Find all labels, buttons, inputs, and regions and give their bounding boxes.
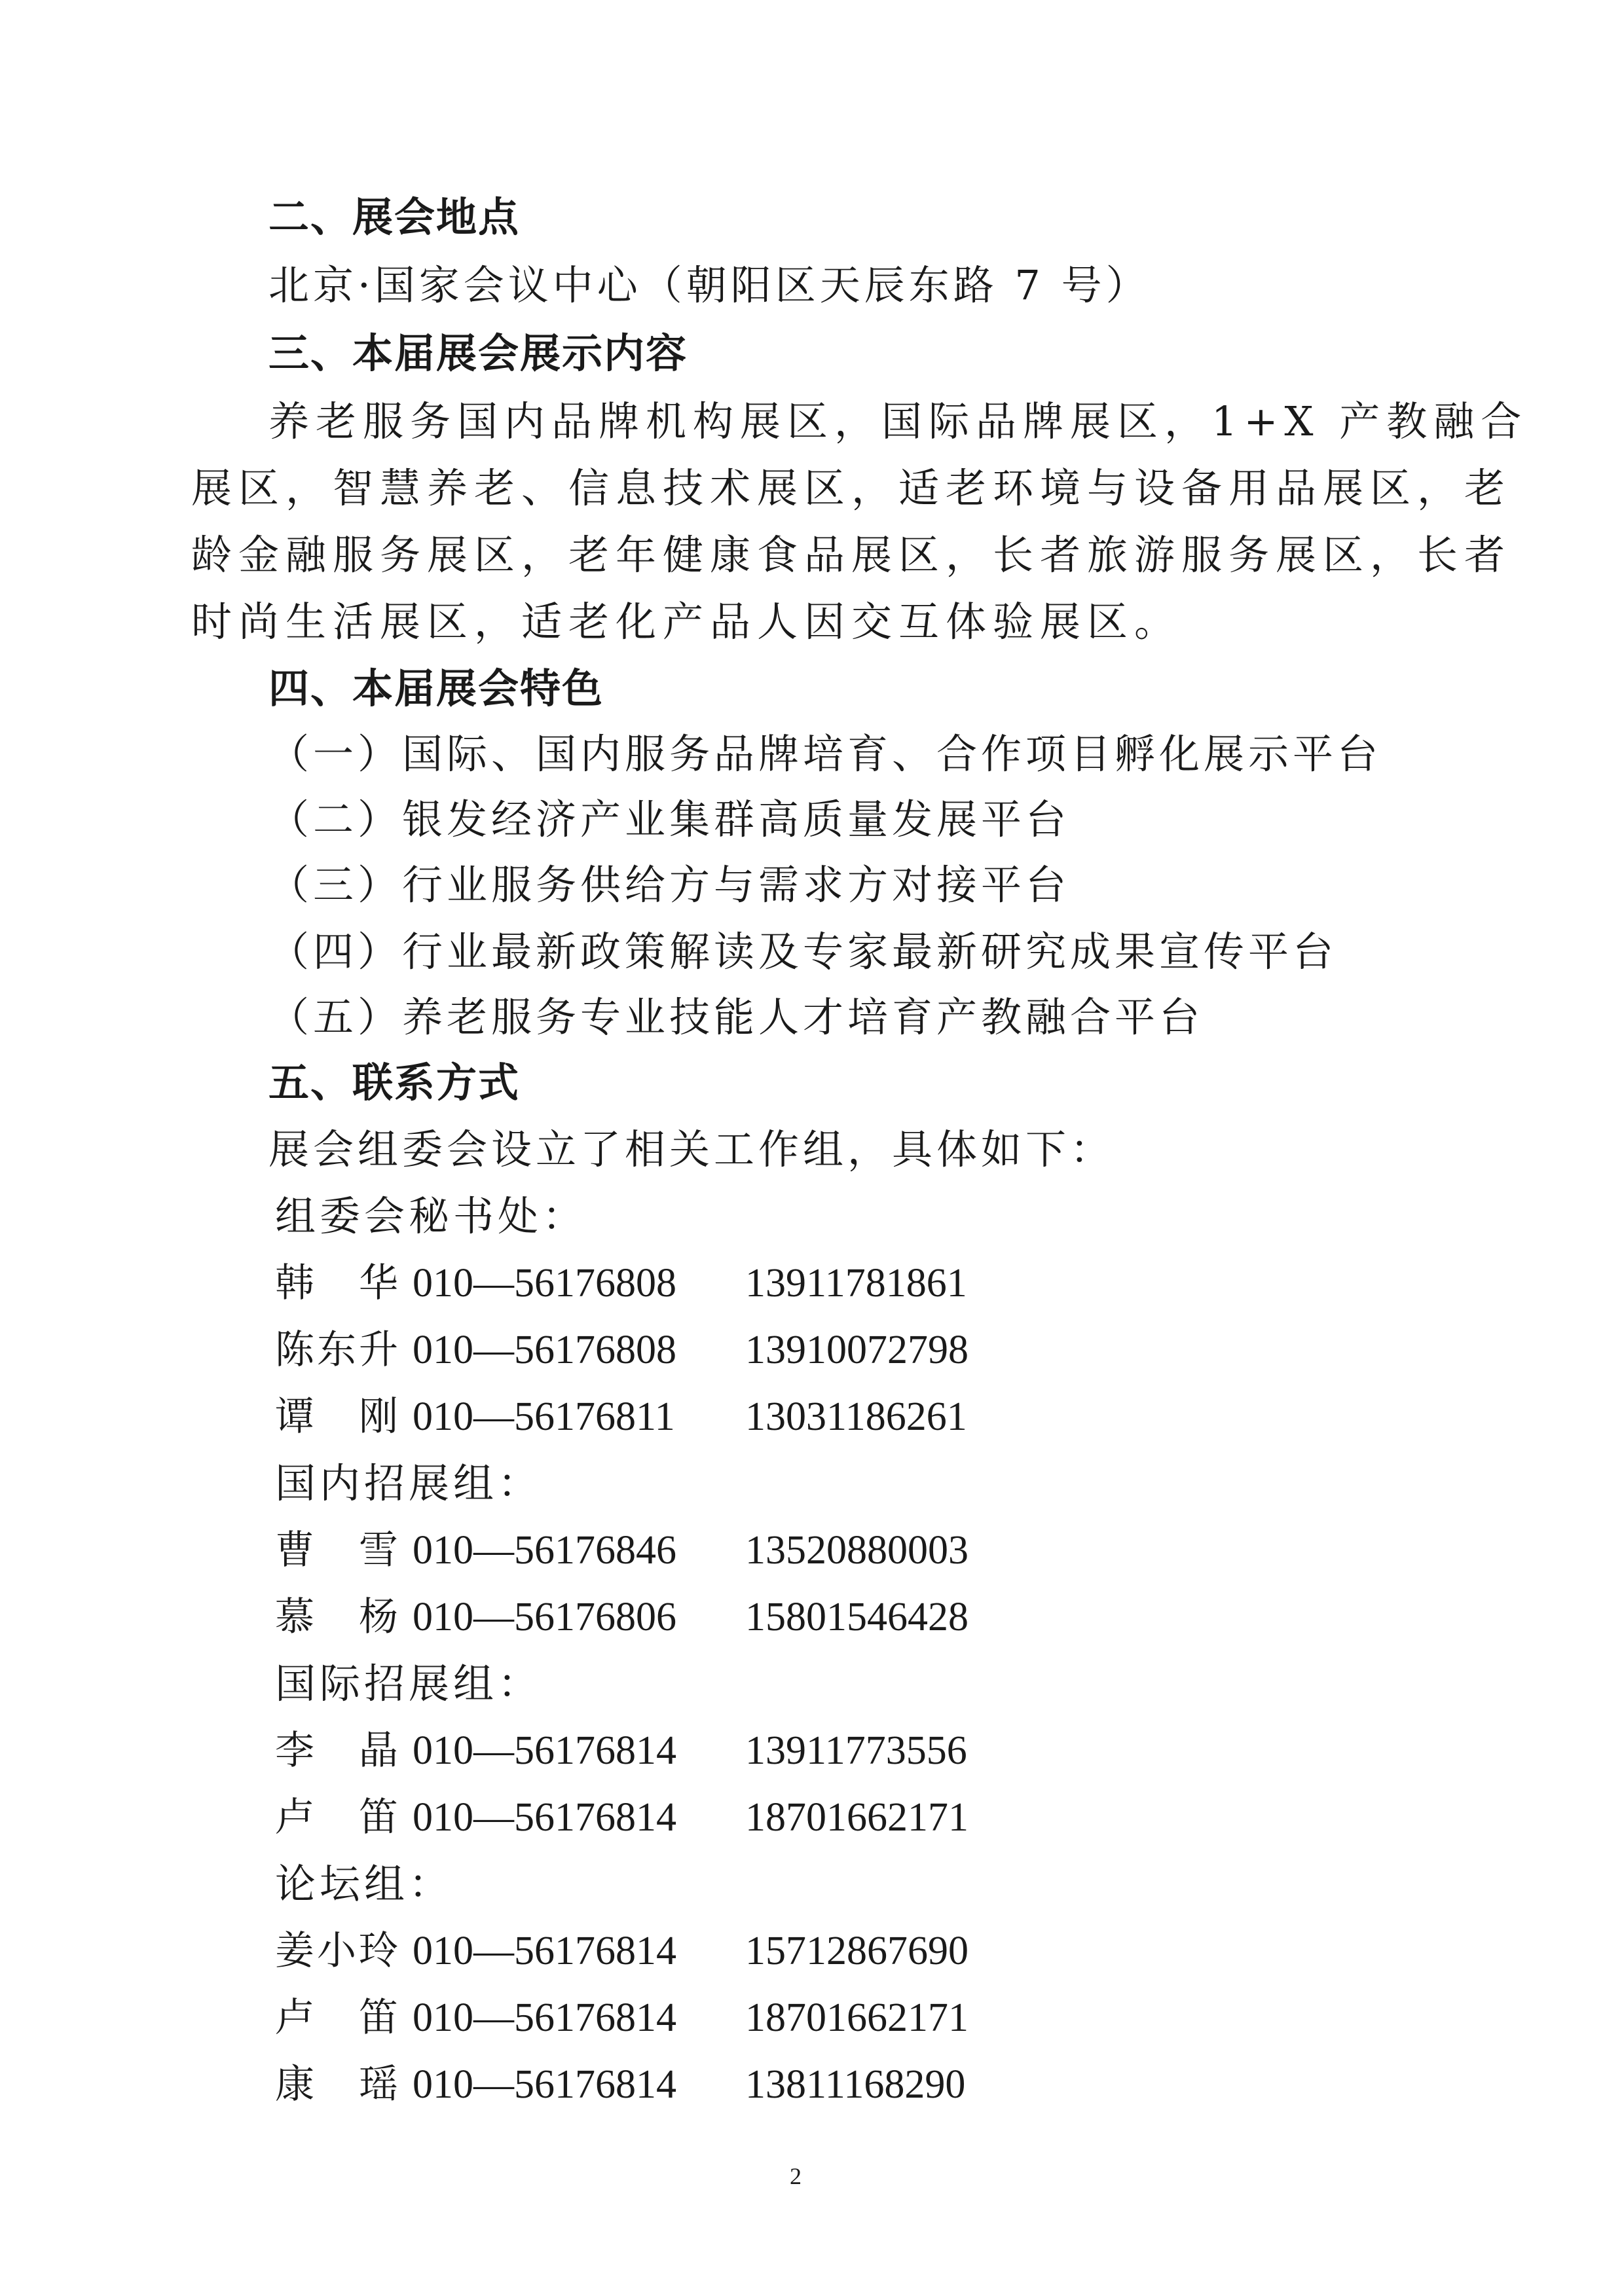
feature-item: （五）养老服务专业技能人才培育产教融合平台 [268, 993, 1204, 1041]
contact-tel: 010—56176808 [413, 1328, 676, 1372]
contact-name: 韩华 [275, 1260, 443, 1306]
location-text: 北京·国家会议中心（朝阳区天辰东路 7 号） [268, 261, 1151, 309]
feature-item: （二）银发经济产业集群高质量发展平台 [268, 795, 1071, 843]
features-heading: 四、本届展会特色 [268, 665, 604, 712]
content-line: 龄金融服务展区，老年健康食品展区，长者旅游服务展区，长者 [191, 531, 1512, 579]
contact-tel: 010—56176808 [413, 1261, 676, 1305]
contact-tel: 010—56176814 [413, 1728, 676, 1773]
contact-name: 姜小玲 [275, 1928, 401, 1974]
contact-mobile: 15712867690 [745, 1929, 969, 1973]
contact-tel: 010—56176814 [413, 1995, 676, 2040]
contact-name: 李晶 [275, 1728, 443, 1774]
contact-tel: 010—56176814 [413, 1929, 676, 1973]
contact-tel: 010—56176814 [413, 2062, 676, 2107]
contact-mobile: 13031186261 [745, 1394, 967, 1439]
contact-name: 卢笛 [275, 1795, 443, 1840]
contact-mobile: 15801546428 [745, 1595, 969, 1639]
contact-name: 慕杨 [275, 1594, 443, 1640]
content-heading: 三、本届展会展示内容 [268, 329, 688, 377]
contact-tel: 010—56176806 [413, 1595, 676, 1639]
group-title: 国际招展组： [275, 1660, 543, 1707]
contact-mobile: 18701662171 [745, 1995, 969, 2040]
group-title: 论坛组： [275, 1860, 454, 1908]
contact-mobile: 18701662171 [745, 1795, 969, 1840]
feature-item: （四）行业最新政策解读及专家最新研究成果宣传平台 [268, 928, 1338, 975]
location-heading: 二、展会地点 [268, 193, 521, 241]
contact-name: 曹雪 [275, 1527, 443, 1573]
content-line: 展区，智慧养老、信息技术展区，适老环境与设备用品展区，老 [191, 464, 1512, 512]
contact-name: 康瑶 [275, 2062, 443, 2107]
feature-item: （三）行业服务供给方与需求方对接平台 [268, 861, 1071, 909]
group-title: 组委会秘书处： [275, 1192, 587, 1240]
content-line: 养老服务国内品牌机构展区，国际品牌展区，1+X 产教融合 [268, 397, 1528, 445]
contact-name: 卢笛 [275, 1995, 443, 2041]
feature-item: （一）国际、国内服务品牌培育、合作项目孵化展示平台 [268, 730, 1382, 778]
contact-name: 陈东升 [275, 1327, 401, 1373]
group-title: 国内招展组： [275, 1459, 543, 1507]
contact-tel: 010—56176814 [413, 1795, 676, 1840]
contact-mobile: 13520880003 [745, 1528, 969, 1573]
contact-mobile: 13911781861 [745, 1261, 967, 1305]
contact-mobile: 13910072798 [745, 1328, 969, 1372]
contact-tel: 010—56176846 [413, 1528, 676, 1573]
contact-mobile: 13911773556 [745, 1728, 967, 1773]
contact-name: 谭刚 [275, 1394, 443, 1440]
contact-mobile: 13811168290 [745, 2062, 966, 2107]
contact-tel: 010—56176811 [413, 1394, 675, 1439]
page-number: 2 [790, 2163, 802, 2189]
contact-intro: 展会组委会设立了相关工作组，具体如下： [268, 1125, 1115, 1173]
content-line: 时尚生活展区，适老化产品人因交互体验展区。 [191, 598, 1182, 646]
contact-heading: 五、联系方式 [268, 1059, 521, 1106]
